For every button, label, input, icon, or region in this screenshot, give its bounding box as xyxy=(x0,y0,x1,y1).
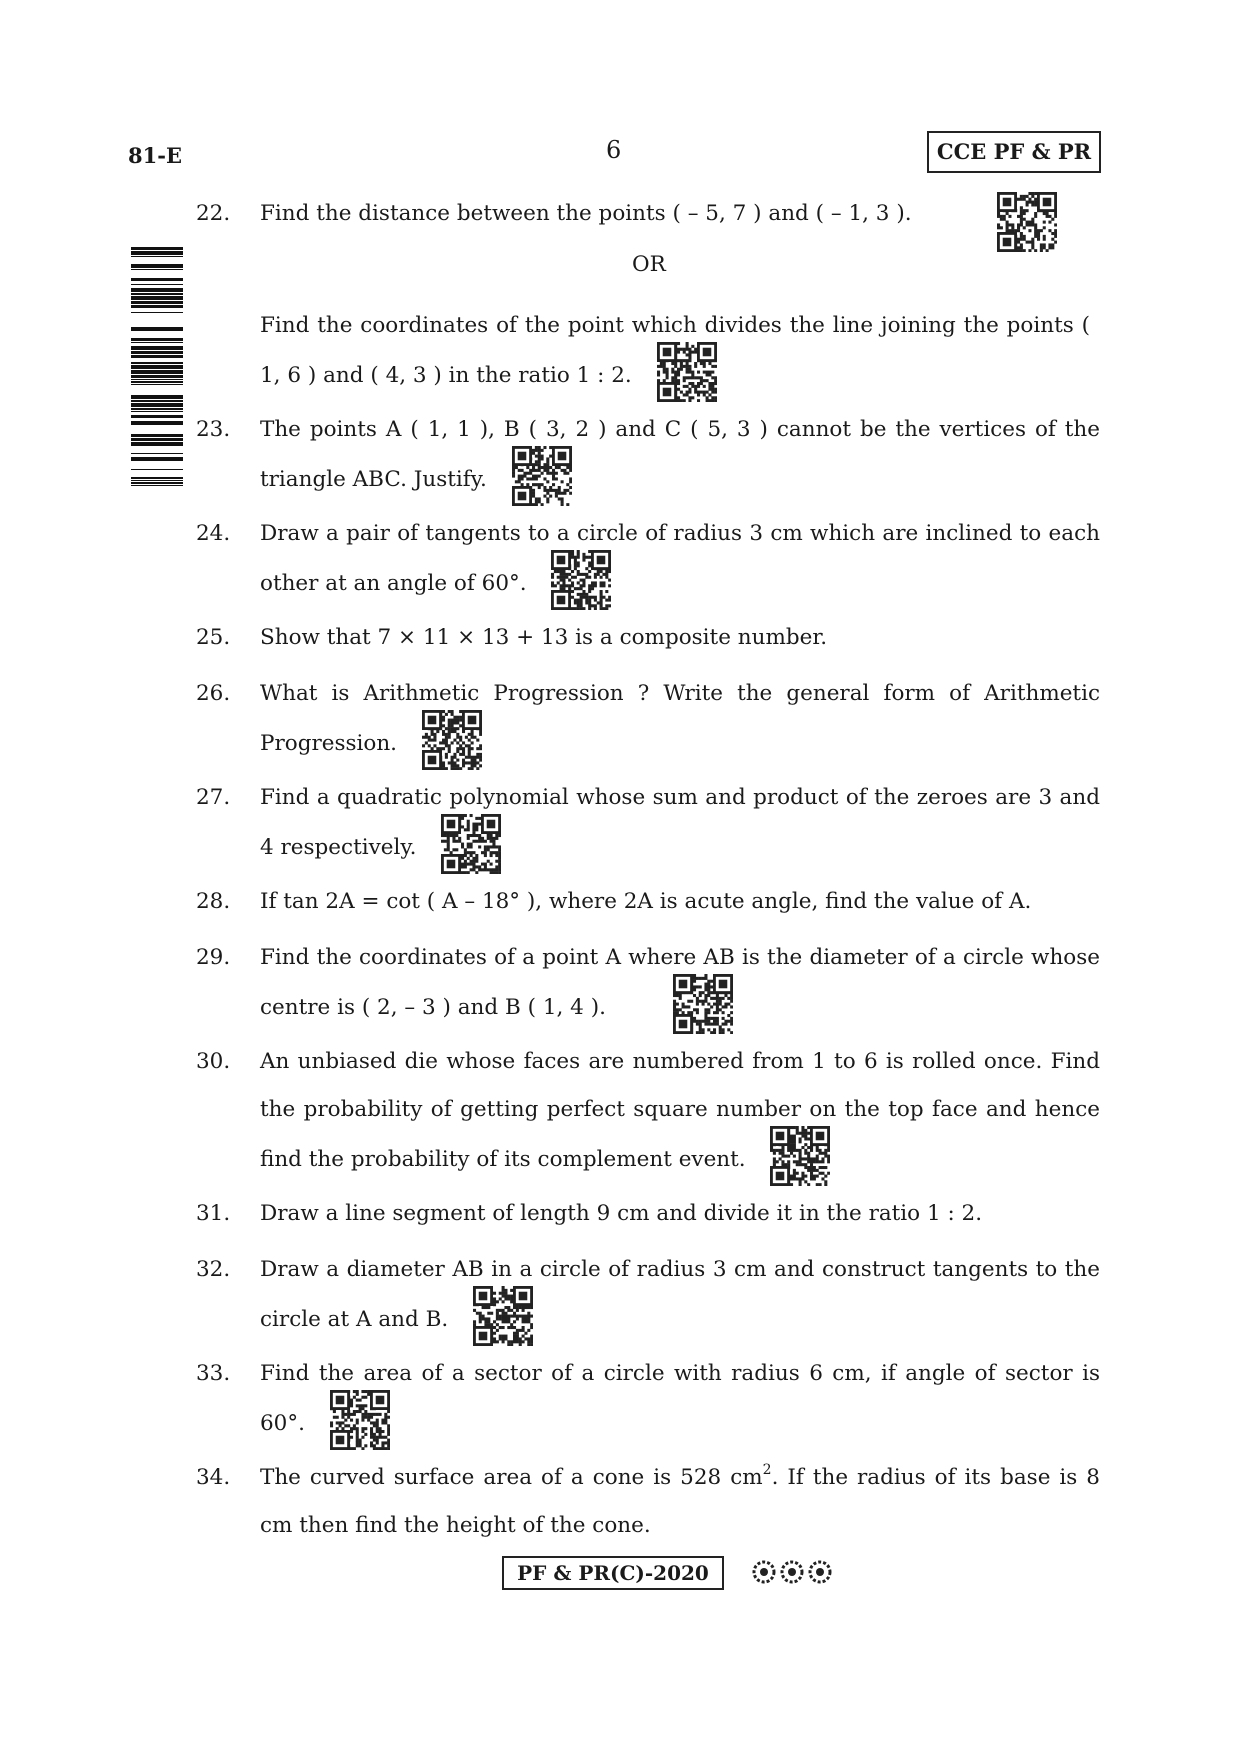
question-26 xyxy=(196,670,1100,770)
question-text: The points A ( 1, 1 ), B ( 3, 2 ) and C ( 5, 3 ) cannot be the vertices of the triangle ABC. Justify. xyxy=(260,417,1100,492)
question-24 xyxy=(196,510,1100,610)
paper-code: 81-E xyxy=(128,143,182,168)
question-number: 33. xyxy=(196,1361,231,1386)
question-25 xyxy=(196,614,1100,662)
question-text: What is Arithmetic Progression ? Write the general form of Arithmetic Progression. xyxy=(260,681,1100,756)
question-28 xyxy=(196,878,1100,926)
question-29 xyxy=(196,934,1100,1034)
question-27 xyxy=(196,774,1100,874)
qr-code-icon[interactable] xyxy=(330,1390,390,1450)
qr-code-icon[interactable] xyxy=(512,446,572,506)
question-number: 25. xyxy=(196,625,231,650)
question-text: Draw a pair of tangents to a circle of radius 3 cm which are inclined to each other at an angle of 60°. xyxy=(260,521,1100,596)
question-text: Show that 7 × 11 × 13 + 13 is a composite number. xyxy=(260,625,828,650)
question-number: 26. xyxy=(196,681,231,706)
question-text: Find the area of a sector of a circle with radius 6 cm, if angle of sector is 60°. xyxy=(260,1361,1100,1436)
question-text: Find the distance between the points ( – 5, 7 ) and ( – 1, 3 ). xyxy=(260,201,912,226)
question-number: 31. xyxy=(196,1201,231,1226)
qr-code-icon[interactable] xyxy=(997,192,1057,252)
qr-code-icon[interactable] xyxy=(673,974,733,1034)
qr-code-icon[interactable] xyxy=(657,342,717,402)
page-number: 6 xyxy=(606,136,622,164)
question-text: Draw a line segment of length 9 cm and divide it in the ratio 1 : 2. xyxy=(260,1201,983,1226)
question-22-alternative xyxy=(196,302,1100,402)
three-circles-icon xyxy=(750,1558,834,1586)
footer-code-box: PF & PR(C)-2020 xyxy=(502,1556,724,1590)
question-34 xyxy=(196,1454,1100,1550)
question-text: The curved surface area of a cone is 528 cm xyxy=(260,1465,763,1490)
question-32 xyxy=(196,1246,1100,1346)
qr-code-icon[interactable] xyxy=(551,550,611,610)
question-number: 23. xyxy=(196,417,231,442)
question-number: 29. xyxy=(196,945,231,970)
question-text: Find the coordinates of the point which divides the line joining the points ( 1, 6 ) and ( 4, 3 ) in the ratio 1 : 2. xyxy=(260,313,1090,388)
question-23 xyxy=(196,406,1100,506)
barcode-icon xyxy=(131,247,183,486)
question-text: Find the coordinates of a point A where AB is the diameter of a circle whose centre is ( 2, – 3 ) and B ( 1, 4 ). xyxy=(260,945,1100,1020)
question-30 xyxy=(196,1038,1100,1186)
question-number: 32. xyxy=(196,1257,231,1282)
qr-code-icon[interactable] xyxy=(473,1286,533,1346)
question-number: 28. xyxy=(196,889,231,914)
question-number: 30. xyxy=(196,1049,231,1074)
question-22 xyxy=(196,190,1100,238)
question-33 xyxy=(196,1350,1100,1450)
question-text: An unbiased die whose faces are numbered from 1 to 6 is rolled once. Find the probability of getting perfect square number on the top face and hence find the probability of its complement event. xyxy=(260,1049,1100,1172)
question-text-continued: . If the radius of its base is 8 cm then find the height of the cone. xyxy=(260,1465,1100,1538)
question-number: 27. xyxy=(196,785,231,810)
question-text: Find a quadratic polynomial whose sum and product of the zeroes are 3 and 4 respectively. xyxy=(260,785,1100,860)
or-label: OR xyxy=(632,252,666,277)
question-number: 24. xyxy=(196,521,231,546)
qr-code-icon[interactable] xyxy=(441,814,501,874)
question-text: Draw a diameter AB in a circle of radius 3 cm and construct tangents to the circle at A and B. xyxy=(260,1257,1100,1332)
question-number: 34. xyxy=(196,1465,231,1490)
qr-code-icon[interactable] xyxy=(422,710,482,770)
question-text: If tan 2A = cot ( A – 18° ), where 2A is acute angle, find the value of A. xyxy=(260,889,1032,914)
superscript: 2 xyxy=(762,1462,772,1478)
series-box: CCE PF & PR xyxy=(927,131,1101,173)
question-31 xyxy=(196,1190,1100,1238)
qr-code-icon[interactable] xyxy=(770,1126,830,1186)
question-number: 22. xyxy=(196,201,231,226)
